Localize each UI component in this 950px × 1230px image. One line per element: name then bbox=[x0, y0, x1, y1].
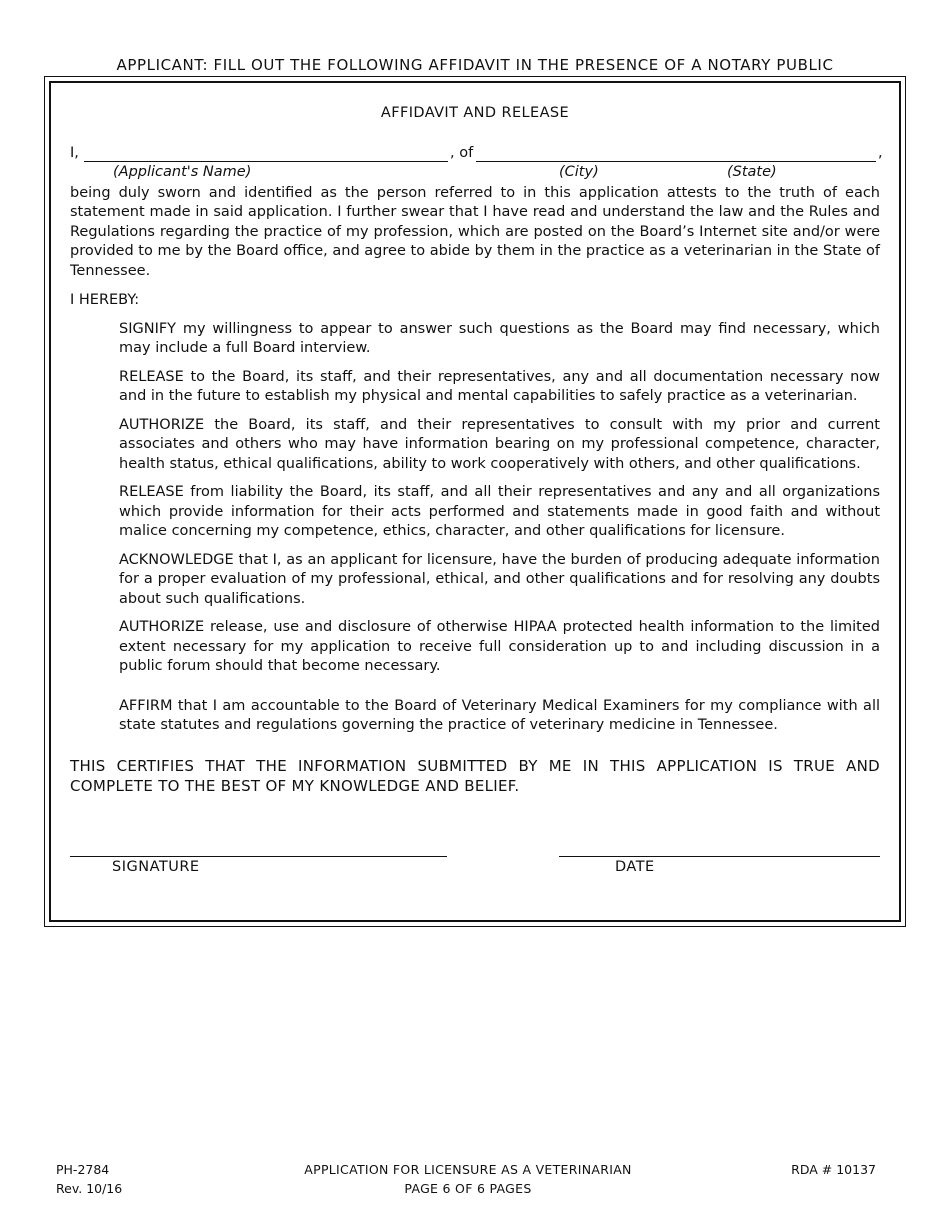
notary-instruction: APPLICANT: FILL OUT THE FOLLOWING AFFIDAVIT IN THE PRESENCE OF A NOTARY PUBLIC bbox=[116, 56, 834, 74]
date-label: DATE bbox=[615, 858, 655, 875]
signature-field[interactable] bbox=[70, 856, 447, 857]
date-field[interactable] bbox=[559, 856, 880, 857]
form-title: APPLICATION FOR LICENSURE AS A VETERINARIAN bbox=[304, 1162, 632, 1177]
trailing-comma: , bbox=[878, 144, 883, 161]
item-release-documentation: RELEASE to the Board, its staff, and their representatives, any and all documentation necessary now and in the future to establish my physical and mental capabilities to safely practice as a veterinarian. bbox=[119, 368, 880, 404]
caption-state: (State) bbox=[727, 163, 777, 180]
signature-label: SIGNATURE bbox=[112, 858, 200, 875]
item-authorize-hipaa: AUTHORIZE release, use and disclosure of otherwise HIPAA protected health information to the limited extent necessary for my application to receive full consideration up to and including discussion in a public forum should that become necessary. bbox=[119, 619, 880, 674]
page-indicator: PAGE 6 OF 6 PAGES bbox=[404, 1181, 532, 1196]
caption-city: (City) bbox=[559, 163, 599, 180]
rda-number: RDA # 10137 bbox=[791, 1162, 876, 1177]
applicant-info-row bbox=[70, 144, 883, 164]
item-acknowledge: ACKNOWLEDGE that I, as an applicant for licensure, have the burden of producing adequate information for a proper evaluation of my professional, ethical, and other qualifications and for resolving any doubts about such qualifications. bbox=[119, 551, 880, 607]
of-text: , of bbox=[450, 144, 474, 161]
affidavit-content bbox=[70, 104, 883, 946]
city-state-field[interactable] bbox=[476, 161, 876, 162]
applicant-name-field[interactable] bbox=[84, 161, 448, 162]
hereby-heading: I HEREBY: bbox=[70, 292, 140, 308]
form-number: PH-2784 bbox=[56, 1162, 110, 1177]
affidavit-intro: being duly sworn and identified as the person referred to in this application attests to the truth of each statement made in said application. I further swear that I have read and understand the law and the Rules and Regulations regarding the practice of my profession, which are posted on the Board’s Internet site and/or were provided to me by the Board office, and agree to abide by them in the practice as a veterinarian in the State of Tennessee. bbox=[70, 184, 880, 279]
affidavit-title: AFFIDAVIT AND RELEASE bbox=[380, 105, 570, 121]
item-release-liability: RELEASE from liability the Board, its staff, and all their representatives and any and all organizations which provide information for their acts performed and statements made in good faith and without malice concerning my competence, ethics, character, and other qualifications for licensure. bbox=[119, 484, 880, 539]
revision: Rev. 10/16 bbox=[56, 1181, 123, 1196]
caption-applicant-name: (Applicant's Name) bbox=[113, 163, 252, 180]
signature-area bbox=[70, 856, 880, 946]
prefix-i: I, bbox=[70, 144, 79, 161]
certification-statement: THIS CERTIFIES THAT THE INFORMATION SUBMITTED BY ME IN THIS APPLICATION IS TRUE AND COMPLETE TO THE BEST OF MY KNOWLEDGE AND BELIEF. bbox=[70, 756, 880, 795]
item-authorize-consult: AUTHORIZE the Board, its staff, and their representatives to consult with my prior and current associates and others who may have information bearing on my professional competence, character, health status, ethical qualifications, ability to work cooperatively with others, and other qualifications. bbox=[119, 416, 880, 472]
item-signify: SIGNIFY my willingness to appear to answer such questions as the Board may find necessary, which may include a full Board interview. bbox=[119, 320, 880, 356]
field-captions bbox=[70, 164, 880, 182]
item-affirm: AFFIRM that I am accountable to the Board of Veterinary Medical Examiners for my compliance with all state statutes and regulations governing the practice of veterinary medicine in Tennessee. bbox=[119, 697, 880, 733]
